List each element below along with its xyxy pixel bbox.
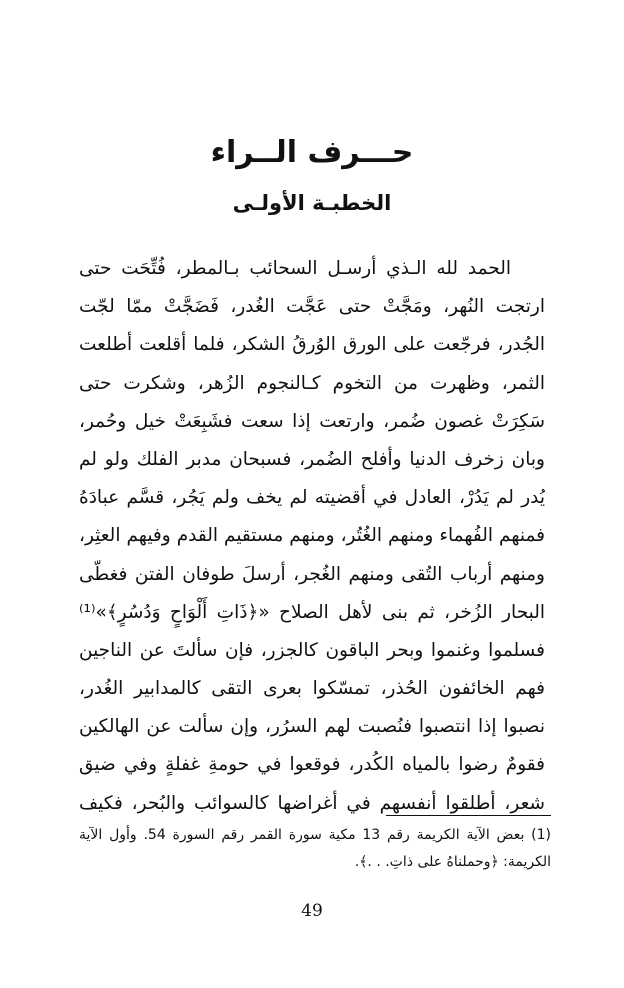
text-line: فسلموا وغنموا وبحر الباقون كالجزر، فإن سألتَ عن الناجين: [79, 639, 545, 661]
page-number: 49: [301, 901, 323, 921]
text-line: الحمد لله الـذي أرسـل السحائب بـالمطر، فُتِّحَت حتى: [79, 258, 511, 279]
section-title: الخطبـة الأولـى: [232, 191, 392, 215]
text-line: ومنهم أرباب التُقى ومنهم الغُجر، أرسلَ طوفان الفتن فغطّى: [79, 563, 545, 585]
footnote-divider: [386, 815, 551, 816]
text-line: سَكِرَتْ غصون ضُمر، وارتعت إذا سعت فشَبِعَتْ خيل وحُمر،: [79, 410, 545, 432]
text-line: الثمر، وظهرت من التخوم كـالنجوم الزُهر، وشكرت حتى: [79, 372, 545, 394]
footnote-line: الكريمة: ﴿وحملناهُ على ذاتِ. . .﴾.: [354, 854, 551, 870]
chapter-title: حـــرف الــراء: [210, 135, 414, 170]
text-line: البحار الزُخر، ثم بنى لأهل الصلاح «﴿ذَاتِ أَلْوَاحٍ وَدُسُرٍ﴾»⁽¹⁾: [79, 601, 545, 623]
text-line: فهم الخائفون الحُذر، تمسّكوا بعرى التقى كالمدابير الغُدر،: [79, 678, 545, 700]
text-line: ارتجت النُهر، ومَجَّتْ حتى عَجَّت الغُدر، فَضَجَّتْ ممّا لجّت: [79, 296, 545, 318]
text-line: فمنهم الفُهماء ومنهم الغُتُر، ومنهم مستقيم القدم وفيهم العثِر،: [79, 525, 545, 547]
footnote-line: (1) بعض الآية الكريمة رقم 13 مكية سورة القمر رقم السورة 54. وأول الآية: [79, 827, 551, 843]
footnotes: [79, 822, 551, 876]
text-line: نصبوا إذا انتصبوا فنُصبت لهم السرُر، وإن سألت عن الهالكين: [79, 716, 545, 738]
body-text: [79, 250, 545, 823]
text-line: شعر، أطلقوا أنفسهم في أغراضها كالسوائب والبُحر، فكيف: [79, 792, 545, 814]
text-line: فقومٌ رضوا بالمياه الكُدر، فوقعوا في حومةِ غفلةٍ وفي ضيق: [79, 754, 545, 776]
text-line: وبان زخرف الدنيا وأفلح الضُمر، فسبحان مدبر الفلك ولو لم: [79, 448, 545, 470]
text-line: الجُدر، فرجّعت على الورق الوُرقُ الشكر، فلما أقلعت أطلعت: [79, 334, 545, 356]
text-line: يُدر لم يَدُرْ، العادل في أقضيته لم يخف ولم يَجُر، قسَّم عبادَهُ: [79, 487, 545, 509]
